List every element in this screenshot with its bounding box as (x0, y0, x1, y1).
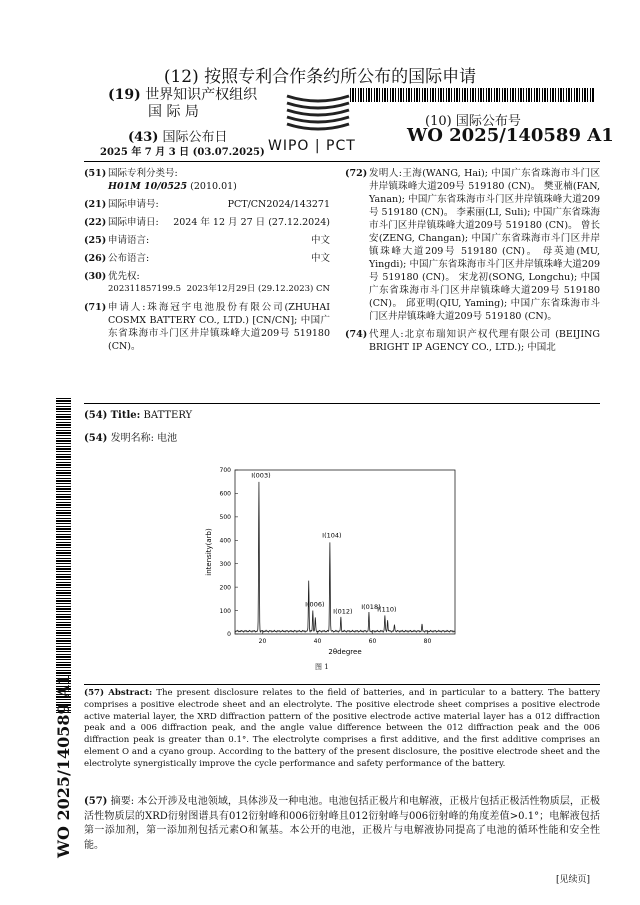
chart-ylabel: intensity(arb) (205, 528, 213, 576)
field-applicant: (71) 申请人:珠海冠宇电池股份有限公司(ZHUHAI COSMX BATTERY CO., LTD.) [CN/CN]; 中国广东省珠海市斗门区井岸镇珠峰大道209号 519180 (CN)。 (84, 302, 331, 352)
peak-label: I(018) (361, 602, 381, 611)
peak-label: I(003) (251, 471, 271, 480)
continued-label: [见续页] (556, 875, 591, 885)
x-tick-label: 20 (258, 638, 267, 645)
title-chinese: (54) 发明名称: 电池 (84, 433, 178, 444)
pubdate-value: 2025 年 7 月 3 日 (03.07.2025) (100, 147, 265, 158)
title-english: (54) Title: BATTERY (84, 410, 193, 421)
y-tick-label: 700 (219, 467, 231, 475)
org-code: (19) (108, 87, 141, 103)
biblio-left-column (84, 167, 330, 358)
field-filing-language: (25) 申请语言: 中文 (84, 235, 330, 246)
wipo-pct-text: WIPO | PCT (268, 138, 356, 154)
figure-caption: 图 1 (315, 663, 329, 671)
y-tick-label: 500 (219, 514, 231, 522)
org-name: 世界知识产权组织 (145, 87, 258, 103)
pubdate-code: (43) (128, 130, 159, 145)
pubdate-label: 国际公布日 (162, 130, 228, 145)
x-tick-label: 40 (313, 638, 322, 645)
field-pub-language: (26) 公布语言: 中文 (84, 253, 330, 264)
abstract-chinese: (57) 摘要: 本公开涉及电池领域，具体涉及一种电池。电池包括正极片和电解液，正极片包括正极活性物质层，正极活性物质层的XRD衍射图谱具有012衍射峰和006衍射峰且012衍射峰与006衍射峰的角度差值>0.1°；电解液包括第一添加剂，第一添加剂包括元素O和氰基。本公开的电池，正极片与电解液协同提高了电池的循环性能和安全性能。 (84, 796, 601, 851)
biblio-right-column (345, 167, 600, 359)
y-tick-label: 600 (219, 490, 231, 498)
field-priority: (30) 优先权: 202311857199.5 2023年12月29日 (29.12.2023) CN (84, 271, 330, 294)
org-sub: 国 际 局 (148, 104, 199, 120)
field-app-number: (21) 国际申请号: PCT/CN2024/143271 (84, 199, 330, 210)
side-publication-number: WO 2025/140589 A1 (54, 674, 73, 858)
peak-label: I(012) (333, 607, 353, 616)
field-filing-date: (22) 国际申请日: 2024 年 12 月 27 日 (27.12.2024) (84, 217, 330, 228)
abstract-divider (84, 684, 600, 685)
chart-xlabel: 2θdegree (328, 648, 362, 656)
y-tick-label: 0 (227, 631, 231, 639)
pubno-label: (10) 国际公布号 (425, 114, 521, 129)
publication-title: (12) 按照专利合作条约所公布的国际申请 (163, 67, 477, 87)
y-tick-label: 300 (219, 560, 231, 568)
y-tick-label: 200 (219, 584, 231, 592)
x-tick-label: 80 (423, 638, 432, 645)
field-agent: (74) 代理人:北京布瑞知识产权代理有限公司 (BEIJING BRIGHT IP AGENCY CO., LTD.); 中国北 (345, 329, 601, 353)
peak-label: I(104) (322, 531, 342, 540)
peak-label: I(006) (305, 600, 325, 609)
xrd-chart (195, 462, 465, 662)
abstract-english: (57) Abstract: The present disclosure relates to the field of batteries, and in particular to a battery. The battery comprises a positive electrode sheet and an electrolyte. The positive electrode sheet comprises a positive electrode active material layer, the XRD diffraction pattern of the positive electrode active material layer has a 012 diffraction peak and a 006 diffraction peak, and the angle value difference between the 012 diffraction peak and the 006 diffraction peak is greater than 0.1°. The electrolyte comprises a first additive, and the first additive comprises an element O and a cyano group. According to the battery of the present disclosure, the positive electrode sheet and the electrolyte synergistically improve the cycle performance and safety performance of the battery. (84, 688, 601, 769)
wipo-logo-icon (285, 92, 351, 136)
side-barcode-icon (56, 398, 71, 713)
y-tick-label: 100 (219, 607, 231, 615)
x-tick-label: 60 (368, 638, 377, 645)
organization-block (108, 87, 257, 121)
header-divider (84, 161, 600, 162)
field-ipc: (51) 国际专利分类号: H01M 10/0525 (2010.01) (84, 168, 237, 192)
publication-number: WO 2025/140589 A1 (407, 125, 614, 146)
title-divider (84, 403, 600, 404)
top-barcode-icon (350, 88, 595, 102)
y-tick-label: 400 (219, 537, 231, 545)
field-inventors: (72) 发明人:王海(WANG, Hai); 中国广东省珠海市斗门区井岸镇珠峰大道209号 519180 (CN)。 樊亚楠(FAN, Yanan); 中国广东省珠海市斗门区井岸镇珠峰大道209号 519180 (CN)。 李素丽(LI, Suli); 中国广东省珠海市斗门区井岸镇珠峰大道209号 519180 (CN)。 曾长安(ZENG, Changan); 中国广东省珠海市斗门区井岸镇珠峰大道209号 519180 (CN)。 母英迪(MU, Yingdi); 中国广东省珠海市斗门区井岸镇珠峰大道209号 519180 (CN)。 宋龙初(SONG, Longchu); 中国广东省珠海市斗门区井岸镇珠峰大道209号 519180 (CN)。 邱亚明(QIU, Yaming); 中国广东省珠海市斗门区井岸镇珠峰大道209号 519180 (CN)。 (345, 168, 601, 322)
peak-label: I(110) (377, 605, 397, 614)
